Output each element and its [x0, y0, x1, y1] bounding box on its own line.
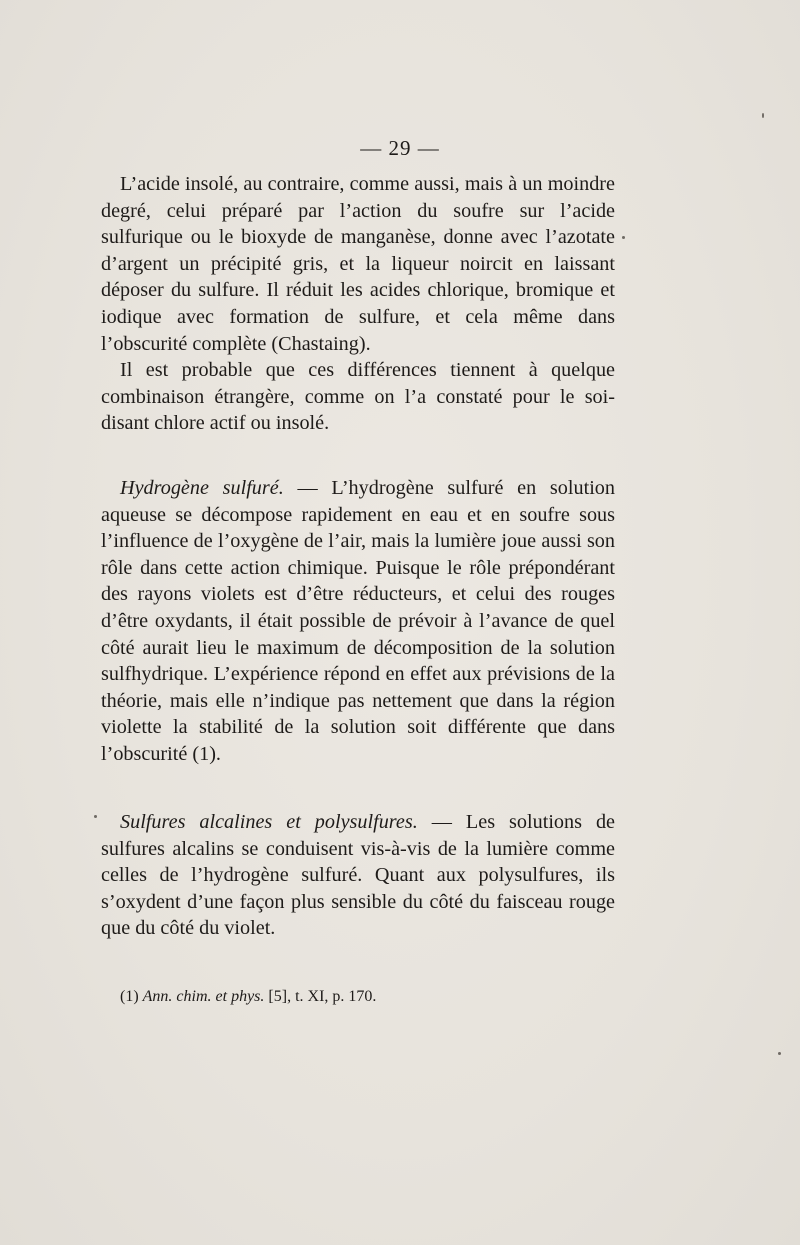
paper-speck	[762, 113, 764, 118]
section-body: — L’hydrogène sulfuré en solution aqueuse se décompose rapidement en eau et en soufre sous l’influence de l’oxygène de l’air, mais la lumière joue aussi son rôle dans cette action chimique. Puisque le rôle prépondérant des rayons violets est d’être réducteurs, et celui des rouges d’être oxydants, il était possible de prévoir à l’avance de quel côté aurait lieu le maximum de décomposition de la solution sulfhydrique. L’expérience répond en effet aux prévisions de la théorie, mais elle n’indique pas nettement que dans la région violette la stabilité de la solution soit différente que dans l’obscurité (1).	[101, 477, 615, 765]
page-number: — 29 —	[360, 136, 440, 160]
paragraph-differences: Il est probable que ces différences tiennent à quelque combinaison étrangère, comme on l’a constaté pour le soi-disant chlore actif ou insolé.	[101, 359, 615, 435]
footnote-details: [5], t. XI, p. 170.	[264, 988, 377, 1005]
section-body: — Les solutions de sulfures alcalins se conduisent vis-à-vis de la lumière comme celles de l’hydrogène sulfuré. Quant aux polysulfures, ils s’oxydent d’une façon plus sensible du côté du faisceau rouge que du côté du violet.	[101, 811, 615, 940]
section-paragraph	[101, 809, 615, 942]
section-paragraph	[101, 475, 615, 768]
paper-speck	[622, 236, 625, 239]
section-heading: Hydrogène sulfuré.	[120, 477, 284, 499]
paper-speck	[94, 815, 97, 818]
opening-text-block	[101, 171, 615, 437]
footnote	[120, 986, 620, 1008]
paragraph-acide-insole: L’acide insolé, au contraire, comme aussi, mais à un moindre degré, celui préparé par l’action du soufre sur l’acide sulfurique ou le bioxyde de manganèse, donne avec l’azotate d’argent un précipité gris, et la liqueur noircit en laissant déposer du sulfure. Il réduit les acides chlorique, bromique et iodique avec formation de sulfure, et cela même dans l’obscurité complète (Chastaing).	[101, 173, 615, 355]
footnote-source: Ann. chim. et phys.	[142, 988, 265, 1005]
section-sulfures-alcalines	[101, 809, 615, 942]
section-heading: Sulfures alcalines et polysulfures.	[120, 811, 418, 833]
section-hydrogene-sulfure	[101, 475, 615, 768]
paper-speck	[778, 1052, 781, 1055]
footnote-marker: (1)	[120, 988, 143, 1005]
